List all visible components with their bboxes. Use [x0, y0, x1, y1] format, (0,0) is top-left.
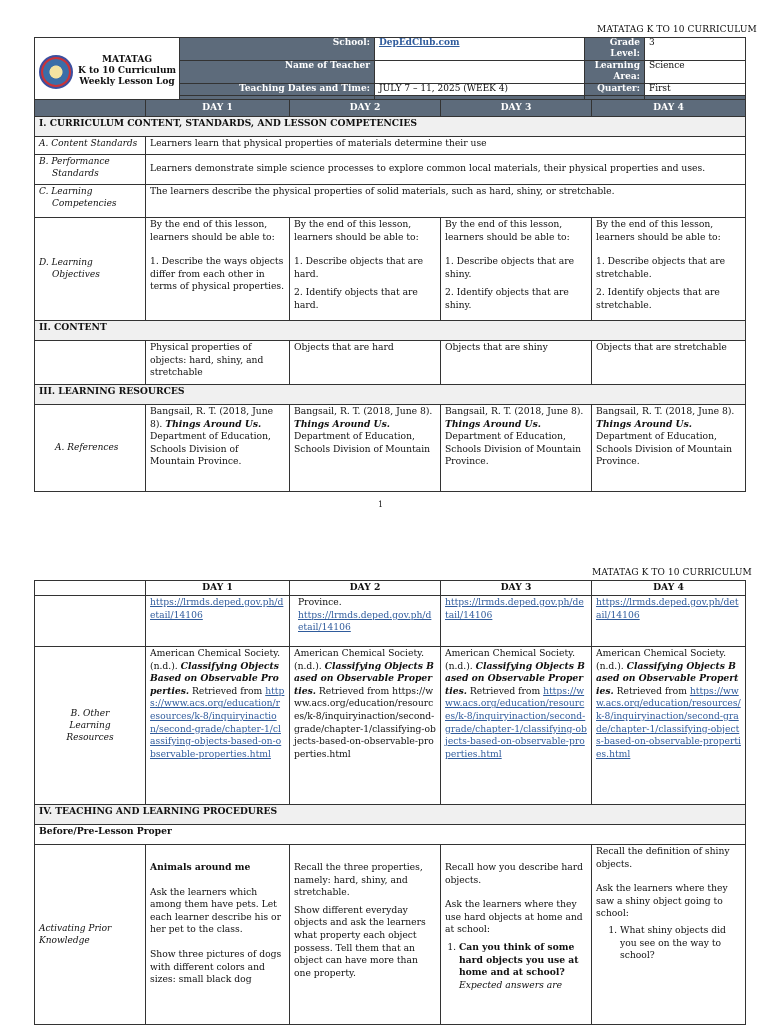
grade-level-value: 3 [645, 38, 746, 61]
other-resources-label: B. Other Learning Resources [35, 647, 146, 805]
corner-cell [35, 581, 146, 596]
references-link-day-2[interactable]: Province. https://lrmds.deped.gov.ph/detail/14106 [290, 596, 441, 647]
activating-day-3: Recall how you describe hard objects. Ask the learners where they use hard objects at home and at school: 1. Can you think of some hard objects you use at home and at school? Expected answers are [441, 845, 592, 1025]
performance-standards-value: Learners demonstrate simple science processes to explore common local materials, their physical properties and uses. [146, 155, 746, 185]
references-link-day-3[interactable]: https://lrmds.deped.gov.ph/detail/14106 [441, 596, 592, 647]
activating-day-2: Recall the three properties, namely: hard, shiny, and stretchable. Show different everyday objects and ask the learners what property each object possess. Tell them that an object can have more than one property. [290, 845, 441, 1025]
references-link-day-4[interactable]: https://lrmds.deped.gov.ph/detail/14106 [592, 596, 746, 647]
objectives-day-4: By the end of this lesson, learners should be able to: 1. Describe objects that are stretchable. 2. Identify objects that are stretchable. [592, 218, 746, 321]
teacher-label: Name of Teacher [180, 61, 375, 84]
activating-prior-knowledge-label: Activating Prior Knowledge [35, 845, 146, 1025]
content-row-label [35, 341, 146, 385]
lesson-log-table-page-2 [34, 580, 746, 1025]
curriculum-header-page-2: MATATAG K TO 10 CURRICULUM [592, 568, 752, 578]
deped-seal-icon [39, 55, 73, 89]
other-resources-day-1: American Chemical Society. (n.d.). Classifying Objects Based on Observable Properties. Retrieved from https://www.acs.org/education/resources/k-8/inquiryinaction/second-grade/chapter-1/classifying-objects-based-on-observable-properties.html [146, 647, 290, 805]
references-day-3: Bangsail, R. T. (2018, June 8). Things Around Us. Department of Education, Schools Division of Mountain Province. [441, 405, 592, 492]
day-header-3: DAY 3 [441, 581, 592, 596]
content-standards-label: A. Content Standards [35, 137, 146, 155]
other-resources-day-4: American Chemical Society. (n.d.). Classifying Objects Based on Observable Properties. Retrieved from https://www.acs.org/education/resources/k-8/inquiryinaction/second-grade/chapter-1/classifying-objects-based-on-observable-properties.html [592, 647, 746, 805]
page-break [0, 510, 768, 565]
corner-cell [35, 100, 146, 117]
school-value[interactable] [375, 38, 585, 61]
section-teaching-procedures: IV. TEACHING AND LEARNING PROCEDURES [35, 805, 746, 825]
day-header-1: DAY 1 [146, 581, 290, 596]
lesson-log-header-table [34, 37, 746, 106]
other-resources-day-3: American Chemical Society. (n.d.). Classifying Objects Based on Observable Properties. Retrieved from https://www.acs.org/education/resources/k-8/inquiryinaction/second-grade/chapter-1/classifying-objects-based-on-observable-properties.html [441, 647, 592, 805]
objectives-day-2: By the end of this lesson, learners should be able to: 1. Describe objects that are hard. 2. Identify objects that are hard. [290, 218, 441, 321]
quarter-label: Quarter: [585, 84, 645, 96]
school-link[interactable]: DepEdClub.com [379, 38, 460, 48]
quarter-value: First [645, 84, 746, 96]
day-header-2: DAY 2 [290, 100, 441, 117]
header-logo-cell [35, 38, 180, 106]
objectives-day-1: By the end of this lesson, learners should be able to: 1. Describe the ways objects differ from each other in terms of physical properties. [146, 218, 290, 321]
content-standards-value: Learners learn that physical properties of materials determine their use [146, 137, 746, 155]
dates-value: JULY 7 – 11, 2025 (WEEK 4) [375, 84, 585, 96]
content-day-4: Objects that are stretchable [592, 341, 746, 385]
references-label: A. References [35, 405, 146, 492]
header-title-line-2: K to 10 Curriculum [77, 66, 177, 76]
learning-area-label: Learning Area: [585, 61, 645, 84]
learning-competencies-label: C. Learning Competencies [35, 185, 146, 218]
content-day-2: Objects that are hard [290, 341, 441, 385]
section-curriculum-content: I. CURRICULUM CONTENT, STANDARDS, AND LESSON COMPETENCIES [35, 117, 746, 137]
page-number: 1 [378, 500, 384, 509]
performance-standards-label: B. Performance Standards [35, 155, 146, 185]
grade-level-label: Grade Level: [585, 38, 645, 61]
school-label: School: [180, 38, 375, 61]
day-header-4: DAY 4 [592, 581, 746, 596]
references-day-4: Bangsail, R. T. (2018, June 8). Things Around Us. Department of Education, Schools Division of Mountain Province. [592, 405, 746, 492]
references-day-2: Bangsail, R. T. (2018, June 8). Things Around Us. Department of Education, Schools Division of Mountain [290, 405, 441, 492]
lesson-log-table-page-1 [34, 99, 746, 492]
day-header-3: DAY 3 [441, 100, 592, 117]
header-title-line-3: Weekly Lesson Log [79, 77, 175, 87]
learning-area-value: Science [645, 61, 746, 84]
references-link-day-1[interactable]: https://lrmds.deped.gov.ph/detail/14106 [146, 596, 290, 647]
header-title-line-1: MATATAG [101, 55, 153, 65]
activating-day-4: Recall the definition of shiny objects. Ask the learners where they saw a shiny object going to school: 1. What shiny objects did you see on the way to school? [592, 845, 746, 1025]
objectives-day-3: By the end of this lesson, learners should be able to: 1. Describe objects that are shiny. 2. Identify objects that are shiny. [441, 218, 592, 321]
before-pre-lesson-heading: Before/Pre-Lesson Proper [35, 825, 746, 845]
content-day-3: Objects that are shiny [441, 341, 592, 385]
section-content: II. CONTENT [35, 321, 746, 341]
day-header-2: DAY 2 [290, 581, 441, 596]
section-learning-resources: III. LEARNING RESOURCES [35, 385, 746, 405]
learning-competencies-value: The learners describe the physical properties of solid materials, such as hard, shiny, or stretchable. [146, 185, 746, 218]
references-day-1: Bangsail, R. T. (2018, June 8). Things Around Us. Department of Education, Schools Division of Mountain Province. [146, 405, 290, 492]
content-day-1: Physical properties of objects: hard, shiny, and stretchable [146, 341, 290, 385]
curriculum-header: MATATAG K TO 10 CURRICULUM [597, 25, 757, 35]
learning-objectives-label: D. Learning Objectives [35, 218, 146, 321]
day-header-4: DAY 4 [592, 100, 746, 117]
day-header-1: DAY 1 [146, 100, 290, 117]
other-resources-day-2: American Chemical Society. (n.d.). Classifying Objects Based on Observable Properties. Retrieved from https://www.acs.org/education/resources/k-8/inquiryinaction/second-grade/chapter-1/classifying-objects-based-on-observable-properties.html [290, 647, 441, 805]
activating-day-1: Animals around me Ask the learners which among them have pets. Let each learner describe his or her pet to the class. Show three pictures of dogs with different colors and sizes: small black dog [146, 845, 290, 1025]
teacher-value [375, 61, 585, 84]
dates-label: Teaching Dates and Time: [180, 84, 375, 96]
references-continued-label [35, 596, 146, 647]
